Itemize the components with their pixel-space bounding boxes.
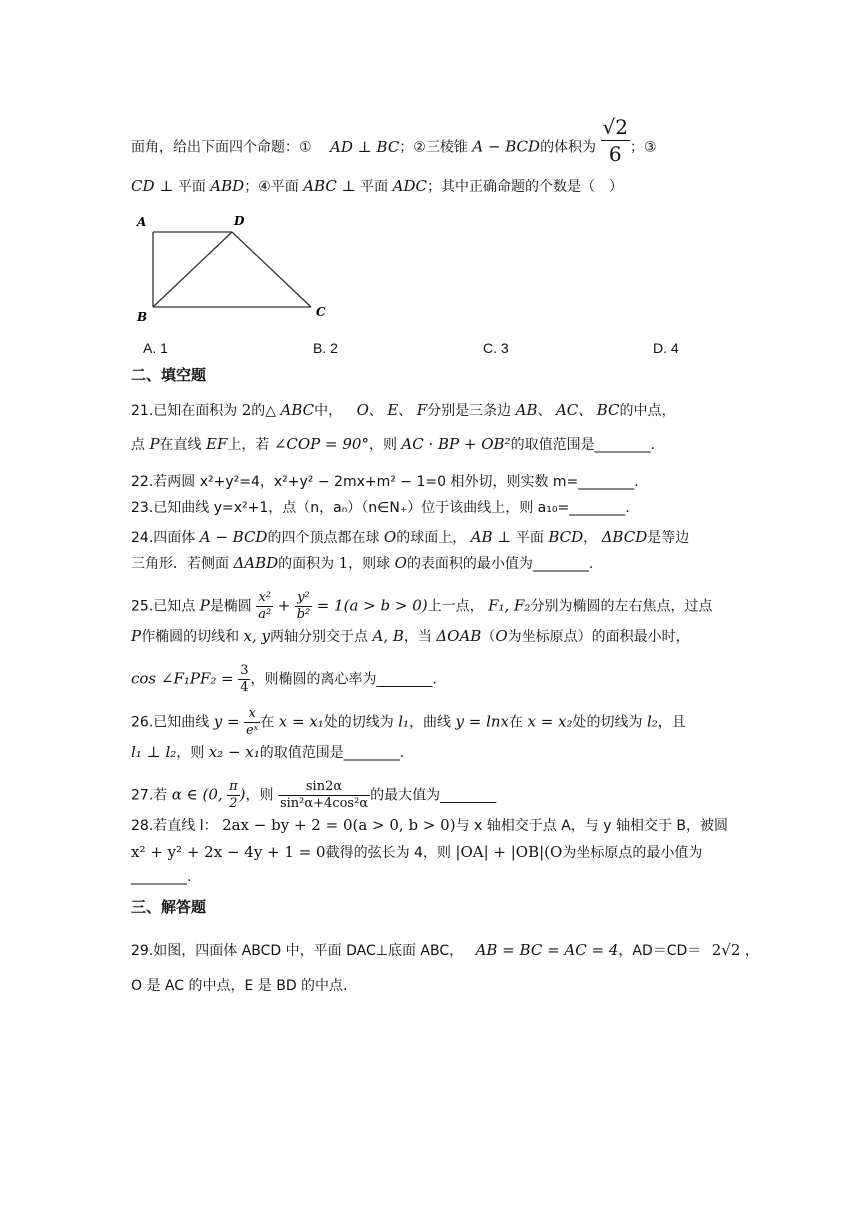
volume-denominator: 6 bbox=[608, 142, 622, 166]
q21-text: 的中点， bbox=[619, 403, 676, 419]
q27-main-fraction bbox=[278, 779, 370, 812]
q26-ln: y = lnx bbox=[455, 712, 510, 731]
q27-pi: π bbox=[229, 779, 238, 794]
choice-b: B. 2 bbox=[313, 340, 338, 356]
q25-y-fraction bbox=[295, 590, 313, 623]
q24-triangle-bcd: ΔBCD bbox=[601, 528, 648, 546]
q28-line-2 bbox=[131, 842, 702, 863]
q29-text: 29.如图，四面体 ABCD 中，平面 DAC⊥底面 ABC， bbox=[131, 943, 464, 959]
q26-fraction bbox=[244, 706, 260, 739]
q25-cos-numerator: 3 bbox=[240, 663, 249, 678]
q21-line-1 bbox=[131, 400, 675, 421]
q29-line-1 bbox=[131, 940, 759, 961]
q25-text: ，则椭圆的离心率为________. bbox=[250, 671, 437, 688]
q27-close: ) bbox=[239, 785, 246, 804]
q24-sphere-o: O bbox=[394, 554, 407, 572]
q28-text: 截得的弦长为 4，则 bbox=[325, 845, 451, 861]
q25-point-p: P bbox=[199, 596, 210, 615]
q26-l2: l₂ bbox=[646, 712, 658, 731]
q25-text: 两轴分别交于点 bbox=[270, 629, 369, 645]
q26-text: 26.已知曲线 bbox=[131, 714, 210, 731]
q28-text: 28.若直线 l： bbox=[131, 818, 218, 834]
q25-points-ab: A, B bbox=[372, 627, 404, 645]
q26-text: ，曲线 bbox=[409, 714, 452, 731]
q24-text: 24.四面体 bbox=[131, 530, 196, 546]
q20-text: 面角，给出下面四个命题：① bbox=[131, 139, 312, 156]
q25-line-1: 25.已知点 P是椭圆 $\frac{\text{x²}}{\text{a²}}$ + $\frac{\text{y²}}{\text{b²}}$ = 1(a > b > 0)上一点， F₁, F₂分别为椭圆的左右焦点，过点 bbox=[131, 590, 713, 622]
section-solutions: 三、解答题 bbox=[131, 898, 207, 916]
q20-proposition-4: ABC ⊥ bbox=[303, 177, 356, 195]
q21-line-2 bbox=[131, 434, 655, 455]
q20-line-2 bbox=[131, 176, 623, 197]
label-d: D bbox=[234, 214, 245, 228]
q27-pi-fraction bbox=[227, 779, 240, 812]
q25-text: 上一点， bbox=[427, 598, 484, 615]
section-fill-in: 二、填空题 bbox=[131, 366, 207, 384]
choice-a: A. 1 bbox=[143, 340, 168, 356]
q20-proposition-2: A − BCD bbox=[472, 137, 541, 156]
q28-abs-expression: |OA| + |OB|(O bbox=[455, 843, 563, 861]
q25-origin: O bbox=[495, 627, 508, 645]
q26-line-2 bbox=[131, 742, 404, 763]
q25-triangle-oab: ΔOAB bbox=[436, 627, 482, 645]
q26-denominator: eˣ bbox=[245, 723, 259, 738]
q25-x-numerator: x² bbox=[256, 590, 273, 607]
q29-length: 2√2 bbox=[711, 941, 741, 959]
q29-text: ， bbox=[744, 943, 759, 959]
q28-text: 与 x 轴相交于点 A，与 y 轴相交于 B，被圆 bbox=[455, 818, 729, 834]
q21-separator: 、 bbox=[398, 403, 413, 419]
q25-y-numerator: y² bbox=[295, 590, 313, 607]
q25-text: （ bbox=[481, 629, 496, 645]
q24-text: 的四个顶点都在球 bbox=[267, 530, 380, 546]
q24-text: 平面 bbox=[515, 530, 544, 546]
q21-point-f: F bbox=[416, 401, 428, 419]
q26-y: y = bbox=[213, 712, 240, 731]
q20-text: ；其中正确命题的个数是（ ） bbox=[426, 179, 623, 195]
q24-text: 三角形．若侧面 bbox=[131, 556, 229, 572]
q25-ellipse-condition: = 1(a > b > 0) bbox=[316, 596, 428, 615]
q27-text: 27.若 bbox=[131, 787, 168, 804]
q21-text: 点 bbox=[131, 437, 145, 453]
q21-point-o: O bbox=[356, 401, 369, 419]
q25-cos-denominator: 4 bbox=[240, 680, 249, 695]
q25-line-3 bbox=[131, 663, 437, 696]
q24-text: 的面积为 bbox=[278, 556, 335, 572]
q26-difference: x₂ − x₁ bbox=[208, 743, 260, 761]
q28-line-equation: 2ax − by + 2 = 0(a > 0, b > 0) bbox=[222, 816, 456, 834]
q20-plane-adc: ADC bbox=[392, 177, 427, 195]
q20-text: ；③ bbox=[629, 139, 657, 156]
q26-text: 在 bbox=[260, 714, 275, 731]
q27 bbox=[131, 779, 496, 812]
q21-vector-expression: AC · BP + OB² bbox=[401, 435, 511, 453]
q21-point-p: P bbox=[149, 435, 160, 453]
q21-angle: ∠COP = 90° bbox=[273, 435, 369, 453]
q20-text: 平面 bbox=[360, 179, 389, 195]
q25-cos-fraction bbox=[238, 663, 250, 696]
q25-foci: F₁, F₂ bbox=[488, 596, 531, 615]
q21-separator: 、 bbox=[368, 403, 383, 419]
q24-text: ， bbox=[583, 530, 598, 546]
q21-point-e: E bbox=[387, 401, 399, 419]
q21-text: 的△ bbox=[251, 403, 277, 419]
q26-text: 在 bbox=[509, 714, 524, 731]
q21-area: 2 bbox=[241, 401, 252, 419]
q21-line-ef: EF bbox=[206, 435, 228, 453]
q27-text: 的最大值为________ bbox=[370, 787, 497, 804]
q27-numerator: sin2α bbox=[278, 779, 370, 796]
label-c: C bbox=[316, 305, 326, 319]
q21-side-bc: BC bbox=[596, 401, 620, 419]
q24-text: ，则球 bbox=[348, 556, 391, 572]
q26-perpendicular: l₁ ⊥ l₂ bbox=[131, 743, 177, 761]
q29-equal-sides: AB = BC = AC = 4 bbox=[475, 941, 619, 959]
q21-text: 在直线 bbox=[159, 437, 202, 453]
q25-x-denominator: a² bbox=[258, 607, 272, 622]
q29-line-2: O 是 AC 的中点，E 是 BD 的中点. bbox=[131, 978, 348, 994]
q27-two: 2 bbox=[229, 796, 238, 811]
q20-line-1 bbox=[131, 115, 657, 167]
q26-numerator: x bbox=[244, 706, 260, 723]
q27-denominator: sin²α+4cos²α bbox=[279, 796, 369, 811]
q20-figure bbox=[128, 210, 338, 328]
label-b: B bbox=[137, 310, 148, 324]
q24-tetrahedron: A − BCD bbox=[199, 528, 268, 546]
q24-text: 的球面上， bbox=[396, 530, 467, 546]
choice-c: C. 3 bbox=[483, 340, 509, 356]
q25-cosine: cos ∠F₁PF₂ = bbox=[131, 669, 234, 688]
q25-text: ，当 bbox=[403, 629, 432, 645]
q23: 23.已知曲线 y=x²+1，点（n，aₙ）（n∈N₊）位于该曲线上，则 a₁₀=________. bbox=[131, 500, 630, 516]
q26-text: ，则 bbox=[176, 745, 205, 761]
q24-area: 1 bbox=[338, 554, 349, 572]
q21-text: 分别是三条边 bbox=[427, 403, 512, 419]
q20-text: 平面 bbox=[177, 179, 206, 195]
q26-x1: x = x₁ bbox=[278, 712, 324, 731]
q25-text: 为坐标原点）的面积最小时， bbox=[507, 629, 690, 645]
q20-plane-abd: ABD bbox=[210, 177, 245, 195]
q24-perpendicular: AB ⊥ bbox=[470, 528, 512, 546]
q27-text: ，则 bbox=[245, 787, 274, 804]
q25-axes: x, y bbox=[243, 627, 271, 645]
q25-text: 作椭圆的切线和 bbox=[141, 629, 240, 645]
edge-db bbox=[153, 232, 232, 307]
q20-text: ；②三棱锥 bbox=[399, 139, 468, 156]
q28-circle-equation: x² + y² + 2x − 4y + 1 = 0 bbox=[131, 843, 326, 861]
q24-text: 的表面积的最小值为________. bbox=[406, 556, 594, 572]
q21-text: 中， bbox=[314, 403, 343, 419]
q26-text: 处的切线为 bbox=[572, 714, 643, 731]
q27-alpha-range: α ∈ (0, bbox=[171, 785, 223, 804]
q25-line-2 bbox=[131, 626, 690, 647]
q25-y-denominator: b² bbox=[296, 607, 311, 622]
q21-text: 的取值范围是________. bbox=[510, 437, 656, 453]
volume-numerator: √2 bbox=[602, 115, 628, 139]
q24-sphere-o: O bbox=[383, 528, 397, 546]
q20-text: ；④平面 bbox=[244, 179, 299, 195]
q26-x2: x = x₂ bbox=[527, 712, 573, 731]
q29-text: ，AD＝CD＝ bbox=[618, 943, 702, 959]
q21-separator: 、 bbox=[537, 403, 552, 419]
q24-triangle-abd: ΔABD bbox=[233, 554, 279, 572]
q28-line-1 bbox=[131, 815, 728, 836]
q25-text: 分别为椭圆的左右焦点，过点 bbox=[530, 598, 713, 615]
q26-text: 处的切线为 bbox=[323, 714, 394, 731]
q26-l1: l₁ bbox=[398, 712, 410, 731]
q22: 22.若两圆 x²+y²=4，x²+y² − 2mx+m² − 1=0 相外切，则实数 m=________. bbox=[131, 474, 639, 490]
q28-line-3: ________. bbox=[131, 869, 192, 885]
q28-text: 为坐标原点的最小值为 bbox=[562, 845, 703, 861]
q21-side-ab: AB bbox=[515, 401, 538, 419]
q25-point-p: P bbox=[131, 627, 142, 645]
q21-separator: 、 bbox=[578, 403, 593, 419]
q25-x-fraction bbox=[256, 590, 273, 623]
q24-line-2 bbox=[131, 553, 593, 574]
q25-text: 是椭圆 bbox=[209, 598, 252, 615]
q21-text: 21.已知在面积为 bbox=[131, 403, 238, 419]
q20-proposition-1: AD ⊥ BC bbox=[330, 137, 400, 156]
q24-plane-bcd: BCD bbox=[548, 528, 584, 546]
q21-text: 上，若 bbox=[227, 437, 270, 453]
volume-fraction bbox=[601, 114, 630, 167]
q20-proposition-3: CD ⊥ bbox=[131, 177, 174, 195]
edge-dc bbox=[232, 232, 311, 307]
q21-triangle: ABC bbox=[280, 401, 315, 419]
q24-line-1 bbox=[131, 527, 689, 548]
q21-text: ，则 bbox=[368, 437, 397, 453]
q26-line-1 bbox=[131, 706, 686, 739]
label-a: A bbox=[137, 215, 147, 229]
q21-side-ac: AC bbox=[555, 401, 579, 419]
q26-text: ，且 bbox=[657, 714, 686, 731]
q20-text: 的体积为 bbox=[540, 139, 597, 156]
q25-text: 25.已知点 bbox=[131, 598, 196, 615]
q24-text: 是等边 bbox=[647, 530, 690, 546]
choice-d: D. 4 bbox=[653, 340, 679, 356]
q26-text: 的取值范围是________. bbox=[259, 745, 405, 761]
